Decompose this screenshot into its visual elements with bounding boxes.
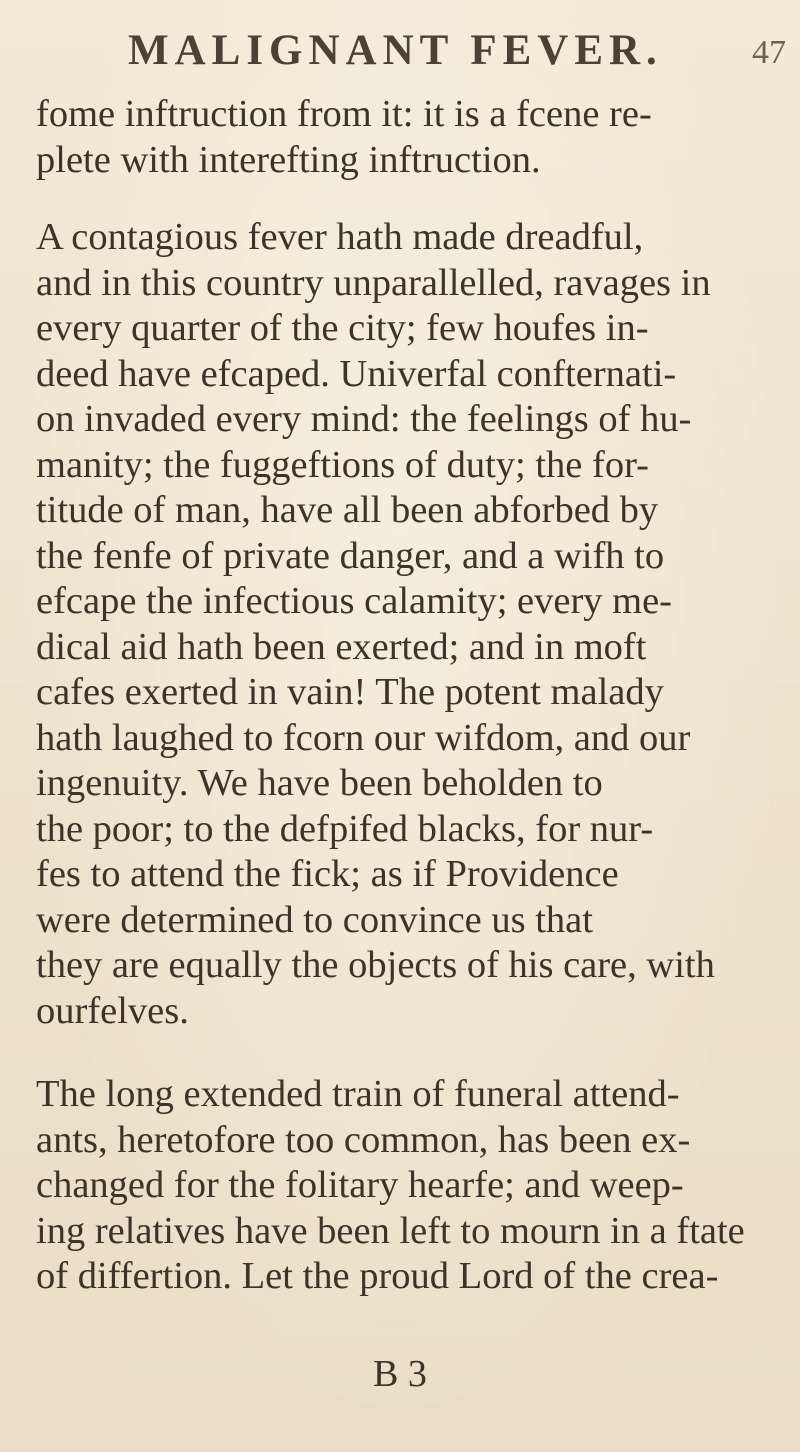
text-line: on invaded every mind: the feelings of hu- <box>36 398 692 440</box>
text-line: dical aid hath been exerted; and in moft <box>36 625 647 668</box>
running-title: MALIGNANT FEVER. <box>128 27 663 74</box>
text-line: hath laughed to fcorn our wifdom, and our <box>36 716 691 759</box>
text-line: plete with interefting inftruction. <box>36 138 541 181</box>
text-line: of differtion. Let the proud Lord of the crea- <box>36 1255 719 1297</box>
text-line: fome inftruction from it: it is a fcene re- <box>36 93 652 135</box>
text-line: the fenfe of private danger, and a wifh to <box>36 534 665 577</box>
signature-mark: B 3 <box>373 1353 427 1395</box>
paragraph-spacer <box>36 183 796 215</box>
text-line: The long extended train of funeral attend- <box>36 1073 680 1115</box>
running-head <box>0 22 800 82</box>
text-line: were determined to convince us that <box>36 898 593 941</box>
text-line: titude of man, have all been abforbed by <box>36 489 659 531</box>
text-line: cafes exerted in vain! The potent malady <box>36 671 664 713</box>
body-text <box>36 92 796 1300</box>
text-line: ingenuity. We have been beholden to <box>36 762 603 804</box>
paragraph-3 <box>36 1072 796 1300</box>
paragraph-spacer <box>36 1034 796 1072</box>
paragraph-1 <box>36 92 796 183</box>
text-line: ing relatives have been left to mourn in a ftate <box>36 1209 745 1252</box>
text-line: every quarter of the city; few houfes in- <box>36 307 649 349</box>
text-line: fes to attend the fick; as if Providence <box>36 853 619 895</box>
text-line: and in this country unparallelled, ravages in <box>36 261 711 304</box>
page-number: 47 <box>752 34 786 71</box>
text-line: the poor; to the defpifed blacks, for nur- <box>36 807 654 850</box>
text-line: manity; the fuggeftions of duty; the for- <box>36 443 649 486</box>
text-line: ants, heretofore too common, has been ex- <box>36 1118 691 1161</box>
text-line: deed have efcaped. Univerfal confternati- <box>36 352 677 395</box>
text-line: ourfelves. <box>36 989 189 1032</box>
text-line: they are equally the objects of his care, with <box>36 944 715 986</box>
text-line: A contagious fever hath made dreadful, <box>36 216 644 258</box>
text-line: changed for the folitary hearfe; and weep- <box>36 1164 684 1206</box>
paragraph-2 <box>36 215 796 1034</box>
text-line: efcape the infectious calamity; every me- <box>36 580 673 622</box>
